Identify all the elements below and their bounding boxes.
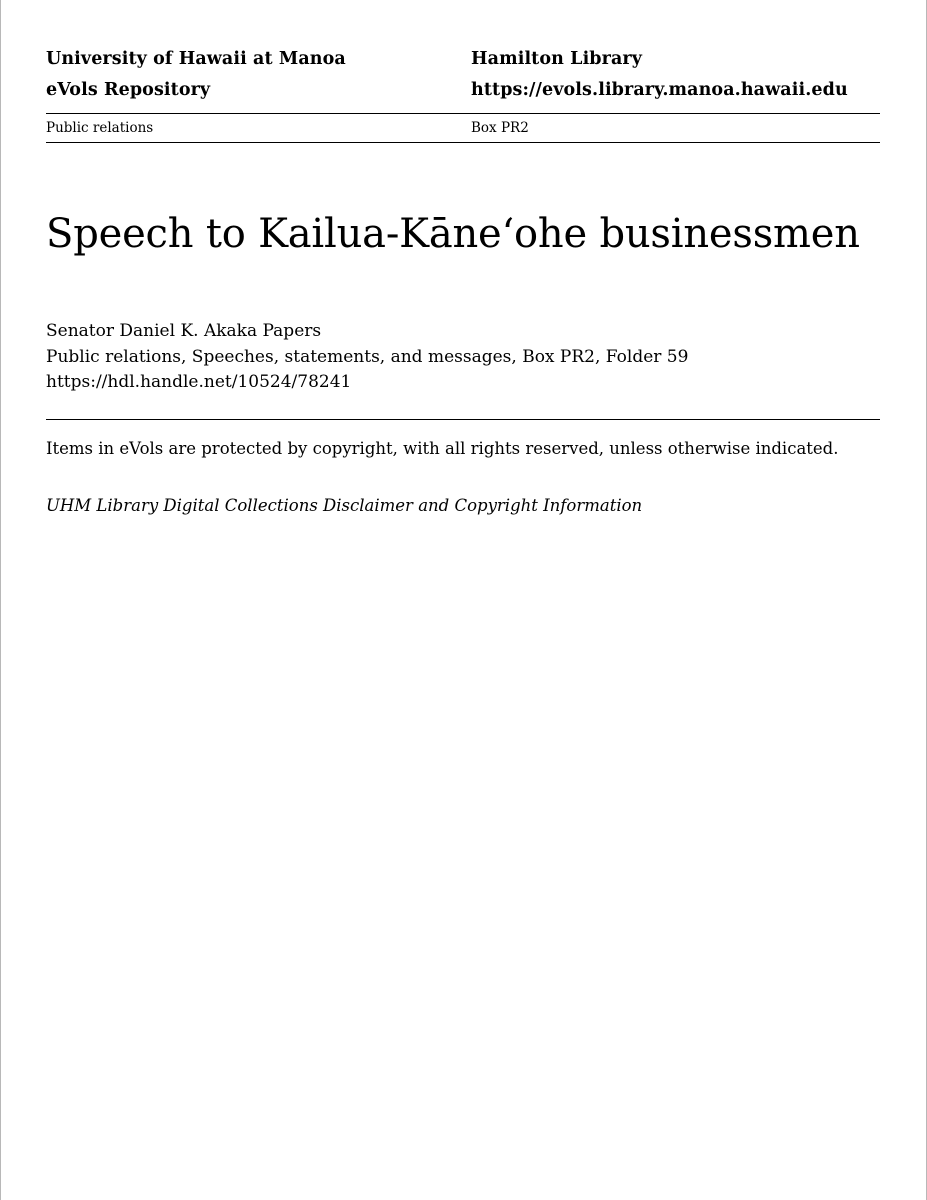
- header-row-primary: [46, 44, 880, 75]
- page-edge-left: [0, 0, 1, 1200]
- document-header: [46, 0, 880, 143]
- library-name: Hamilton Library: [471, 49, 642, 69]
- collection-series: Public relations: [46, 120, 154, 136]
- header-row-series: [46, 114, 880, 142]
- institution-name: University of Hawaii at Manoa: [46, 49, 346, 69]
- document-content: [46, 0, 880, 518]
- disclaimer-link[interactable]: UHM Library Digital Collections Disclaimer and Copyright Information: [46, 495, 643, 515]
- handle-url[interactable]: https://hdl.handle.net/10524/78241: [46, 372, 352, 392]
- box-number: Box PR2: [471, 120, 529, 136]
- rights-statement: Items in eVols are protected by copyright, with all rights reserved, unless otherwise indicated.: [46, 438, 839, 458]
- repository-name: eVols Repository: [46, 80, 211, 100]
- page-title: Speech to Kailua-Kāne‘ohe businessmen: [46, 211, 860, 257]
- repository-url[interactable]: https://evols.library.manoa.hawaii.edu: [471, 80, 848, 100]
- item-location: Public relations, Speeches, statements, and messages, Box PR2, Folder 59: [46, 346, 689, 367]
- collection-title: Senator Daniel K. Akaka Papers: [46, 321, 322, 341]
- header-row-secondary: [46, 75, 880, 106]
- citation-block: [46, 257, 880, 396]
